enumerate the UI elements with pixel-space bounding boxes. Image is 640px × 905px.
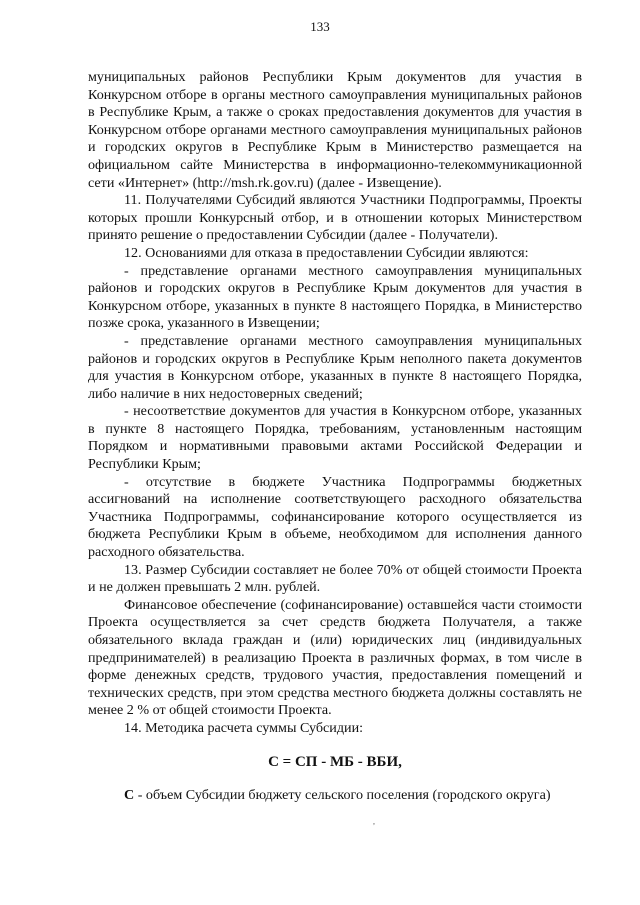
document-body [88, 69, 582, 804]
list-item-refusal-4: - отсутствие в бюджете Участника Подпрограммы бюджетных ассигнований на исполнение соответствующего расходного обязательства Участника Подпрограммы, софинансирование которого осуществляется из бюджета Республики Крым в объеме, необходимом для исполнения данного расходного обязательства. [88, 473, 582, 561]
paragraph-cofinancing: Финансовое обеспечение (софинансирование) оставшейся части стоимости Проекта осуществляется за счет средств бюджета Получателя, а также обязательного вклада граждан и (или) юридических лиц (индивидуальных предпринимателей) в реализацию Проекта в различных формах, в том числе в форме денежных средств, трудового участия, предоставления помещений и технических средств, при этом средства местного бюджета должны составлять не менее 2 % от общей стоимости Проекта. [88, 596, 582, 719]
definition-text: - объем Субсидии бюджету сельского поселения (городского округа) [134, 786, 551, 803]
list-item-refusal-2: - представление органами местного самоуправления муниципальных районов и городских округов в Республике Крым неполного пакета документов для участия в Конкурсном отборе, указанных в пункте 8 настоящего Порядка, либо наличие в них недостоверных сведений; [88, 332, 582, 402]
list-item-refusal-1: - представление органами местного самоуправления муниципальных районов и городских округов в Республике Крым документов для участия в Конкурсном отборе, указанных в пункте 8 настоящего Порядка, в Министерство позже срока, указанного в Извещении; [88, 262, 582, 332]
page-number: 133 [310, 19, 330, 34]
paragraph-continuation: муниципальных районов Республики Крым документов для участия в Конкурсном отборе в органы местного самоуправления муниципальных районов в Республике Крым, а также о сроках предоставления документов для участия в Конкурсном отборе органами местного самоуправления муниципальных районов и городских округов в Республике Крым в Министерство размещается на официальном сайте Министерства в информационно-телекоммуникационной сети «Интернет» (http://msh.rk.gov.ru) (далее - Извещение). [88, 69, 582, 191]
paragraph-item-14: 14. Методика расчета суммы Субсидии: [124, 719, 364, 736]
definition-term: С [124, 786, 135, 803]
definition-paragraph [88, 787, 582, 805]
stray-mark: , [373, 817, 375, 826]
subsidy-formula: С = СП - МБ - ВБИ, [268, 753, 402, 770]
paragraph-item-11: 11. Получателями Субсидий являются Участники Подпрограммы, Проекты которых прошли Конкурсный отбор, и в отношении которых Министерством принято решение о предоставлении Субсидии (далее - Получатели). [88, 192, 582, 244]
paragraph-item-13: 13. Размер Субсидии составляет не более 70% от общей стоимости Проекта и не должен превышать 2 млн. рублей. [88, 561, 582, 596]
list-item-refusal-3: - несоответствие документов для участия в Конкурсном отборе, указанных в пункте 8 настоящего Порядка, требованиям, установленным настоящим Порядком и нормативными правовыми актами Российской Федерации и Республики Крым; [88, 403, 582, 473]
paragraph-item-12: 12. Основаниями для отказа в предоставлении Субсидии являются: [124, 244, 529, 261]
